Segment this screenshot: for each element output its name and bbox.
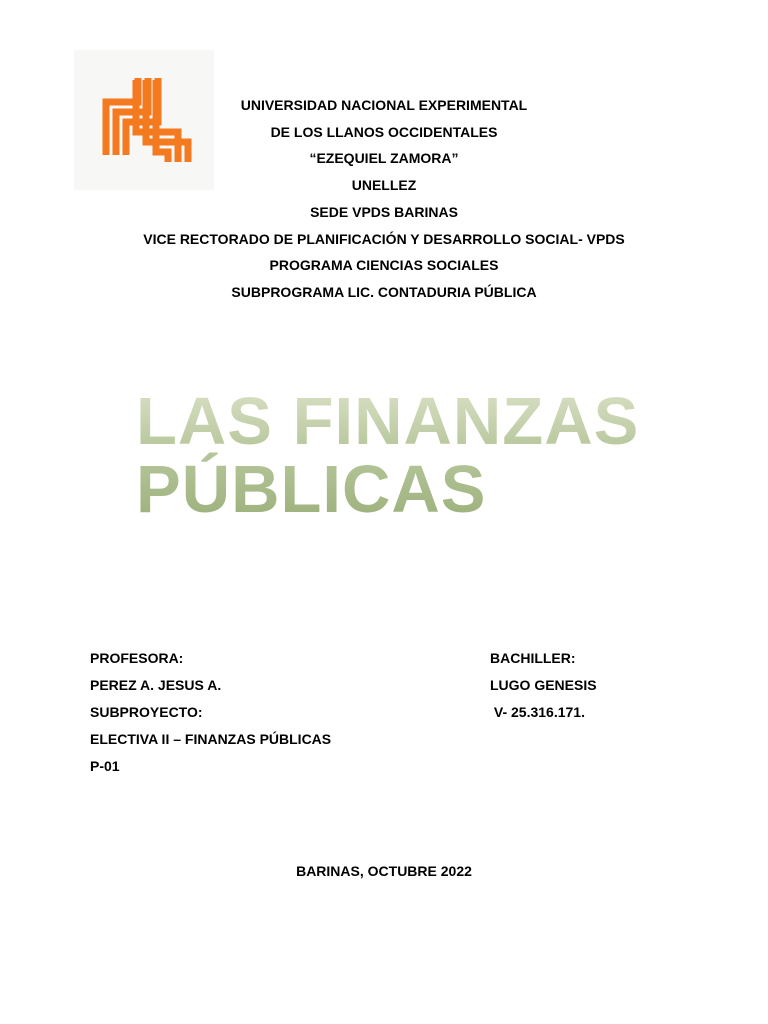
student-info: [490, 645, 597, 726]
document-title: [136, 384, 640, 527]
header-line: SEDE VPDS BARINAS: [310, 203, 458, 220]
header-line: PROGRAMA CIENCIAS SOCIALES: [269, 257, 499, 274]
header-line: VICE RECTORADO DE PLANIFICACIÓN Y DESARROLLO SOCIAL- VPDS: [143, 230, 625, 247]
professor-label: PROFESORA:: [90, 650, 184, 666]
header-line: “EZEQUIEL ZAMORA”: [309, 150, 459, 167]
header-line: UNIVERSIDAD NACIONAL EXPERIMENTAL: [240, 97, 528, 113]
professor-name: PEREZ A. JESUS A.: [90, 677, 222, 693]
student-label: BACHILLER:: [490, 650, 576, 666]
place-date: BARINAS, OCTUBRE 2022: [296, 863, 472, 879]
subproject-label: SUBPROYECTO:: [90, 704, 203, 720]
institution-header: [0, 92, 768, 306]
subproject-name: ELECTIVA II – FINANZAS PÚBLICAS: [90, 731, 332, 747]
student-name: LUGO GENESIS: [490, 677, 597, 693]
header-line: SUBPROGRAMA LIC. CONTADURIA PÚBLICA: [231, 283, 537, 300]
title-line-2: PÚBLICAS: [136, 452, 487, 527]
student-id: V- 25.316.171.: [490, 704, 585, 720]
title-line-1: LAS FINANZAS: [136, 384, 640, 459]
header-line: UNELLEZ: [351, 177, 417, 194]
header-line: DE LOS LLANOS OCCIDENTALES: [270, 123, 498, 140]
professor-info: [90, 645, 331, 780]
section-code: P-01: [90, 758, 120, 774]
